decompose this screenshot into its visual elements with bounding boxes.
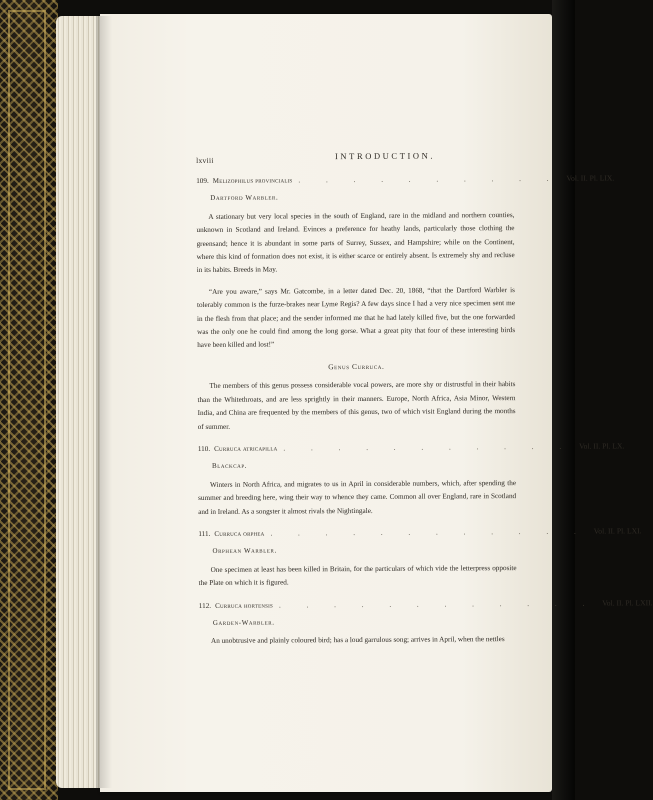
- species-common-name: Dartford Warbler.: [210, 193, 279, 203]
- species-common-name: Orphean Warbler.: [212, 546, 277, 556]
- running-title: INTRODUCTION.: [334, 150, 436, 162]
- species-description: A stationary but very local species in the south of England, rare in the midland and northern counties, unknown in Scotland and Ireland. Evinces a preference for heathy lands, particularly those clothing the greensand; hence it is abundant in some parts of Surrey, Sussex, and Hampshire; while on the Continent, where this kind of formation does not exist, it is either scarce or entirely absent. Is extremely shy and recluse in its habits. Breeds in May.: [196, 210, 515, 275]
- page-text: [196, 148, 653, 657]
- species-common-name: Garden-Warbler.: [212, 618, 275, 627]
- genus-heading: Genus Curruca.: [328, 361, 385, 372]
- species-description: Winters in North Africa, and migrates to us in April in considerable numbers, which, after spending the summer and breeding here, wing their way to whence they came. Common all over England, rare in Scotland and in Ireland. As a songster it almost rivals the Nightingale.: [198, 478, 517, 516]
- species-description: An unobtrusive and plainly coloured bird; has a loud garrulous song; arrives in April, when the nettles: [210, 635, 505, 646]
- plate-reference: Vol. II. Pl. LXI.: [593, 526, 642, 536]
- species-entry-109: [196, 172, 615, 188]
- page-header: [196, 148, 514, 168]
- species-number: 110.: [197, 444, 211, 453]
- species-number: 112.: [198, 601, 212, 610]
- page-number: lxviii: [196, 155, 214, 165]
- book-binding-border: [0, 0, 58, 800]
- species-common-name: Blackcap.: [211, 462, 248, 471]
- species-entry-112: [198, 597, 653, 613]
- species-entry-110: [197, 440, 625, 456]
- binding-gilt-frame: [8, 10, 46, 790]
- species-latin-name: Melizophilus provincialis: [212, 176, 293, 185]
- species-description: One specimen at least has been killed in Britain, for the particulars of which vide the letterpress opposite the Plate on which it is figured.: [198, 563, 517, 588]
- plate-reference: Vol. II. Pl. LIX.: [566, 173, 615, 183]
- gutter-shadow: [96, 16, 112, 788]
- plate-reference: Vol. II. Pl. LX.: [579, 441, 625, 451]
- species-latin-name: Curruca orphea: [214, 529, 265, 538]
- species-number: 111.: [198, 529, 211, 538]
- species-entry-111: [198, 525, 642, 541]
- leader-dots: . . . . . . . . . . . .: [270, 527, 588, 538]
- species-quote: “Are you aware,” says Mr. Gatcombe, in a letter dated Dec. 20, 1868, “that the Dartford Warbler is tolerably common is the furze-brakes near Lyme Regis? A few days since I had a very nice specimen sent me in the flesh from that place; and the sender informed me that he had lately killed five, but the one forwarded was the only one he could find among the long gorse. What a great pity that four of these interesting birds have been killed and lost!”: [196, 285, 516, 350]
- species-latin-name: Curruca atricapilla: [214, 444, 278, 453]
- background-edge: [552, 0, 575, 800]
- plate-reference: Vol. II. Pl. LXII.: [602, 597, 653, 608]
- species-number: 109.: [196, 176, 209, 185]
- leader-dots: . . . . . . . . . . .: [283, 442, 574, 453]
- leader-dots: . . . . . . . . . . . .: [278, 599, 597, 610]
- genus-description: The members of this genus possess considerable vocal powers, are more shy or distrustful in their habits than the Whitethroats, and are less sprightly in their manners. Europe, North Africa, Asia Minor, Western India, and China are frequented by the members of this genus, two of which visit England during the months of summer.: [197, 380, 516, 431]
- species-latin-name: Curruca hortensis: [215, 601, 273, 610]
- leader-dots: . . . . . . . . . .: [298, 174, 561, 185]
